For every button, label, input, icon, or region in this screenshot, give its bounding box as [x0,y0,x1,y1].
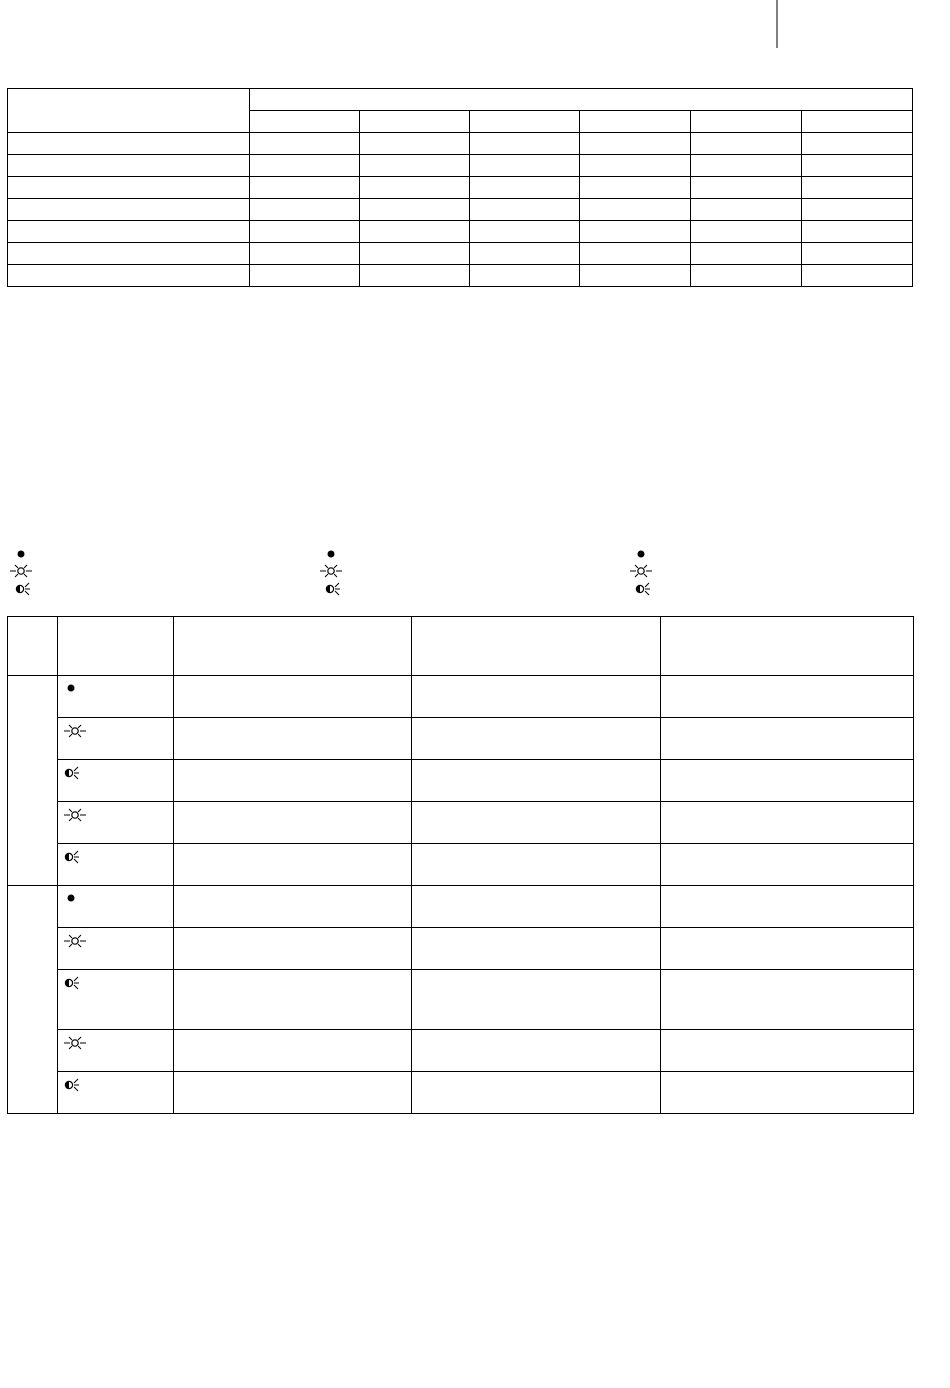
spec-header-group-cell [249,89,912,111]
led-blink-icon [64,1034,88,1052]
status-row [8,760,914,802]
led-pulse-icon [325,580,349,598]
led-solid-icon [14,546,38,562]
status-row [8,802,914,844]
spec-header-label-cell [8,89,250,133]
led-blink-icon [64,932,88,950]
spec-row [8,133,913,155]
led-blink-icon [630,562,654,580]
led-solid-icon [324,546,348,562]
status-row [8,844,914,886]
spec-row [8,155,913,177]
led-blink-icon [64,806,88,824]
status-row [8,1072,914,1114]
status-row [8,1030,914,1072]
spec-row [8,243,913,265]
led-pulse-icon [64,974,88,992]
status-row [8,676,914,718]
status-group-cell [8,676,58,886]
led-pulse-icon [15,580,39,598]
led-status-table [7,616,914,1114]
led-pulse-icon [64,1076,88,1094]
spec-row [8,199,913,221]
led-solid-icon [634,546,658,562]
spec-row [8,221,913,243]
spec-table [7,88,913,287]
led-pulse-icon [635,580,659,598]
fold-mark [0,0,950,70]
led-blink-icon [10,562,34,580]
legend-group [320,546,360,598]
status-row [8,718,914,760]
led-blink-icon [64,722,88,740]
status-row [8,928,914,970]
led-solid-icon [64,890,84,906]
legend-group [630,546,670,598]
led-pulse-icon [64,764,88,782]
status-header-row [8,617,914,676]
led-blink-icon [320,562,344,580]
led-pulse-icon [64,848,88,866]
status-row [8,970,914,1030]
status-row [8,886,914,928]
status-group-cell [8,886,58,1114]
spec-row [8,177,913,199]
led-solid-icon [64,680,84,696]
spec-row [8,265,913,287]
legend-group [10,546,50,598]
